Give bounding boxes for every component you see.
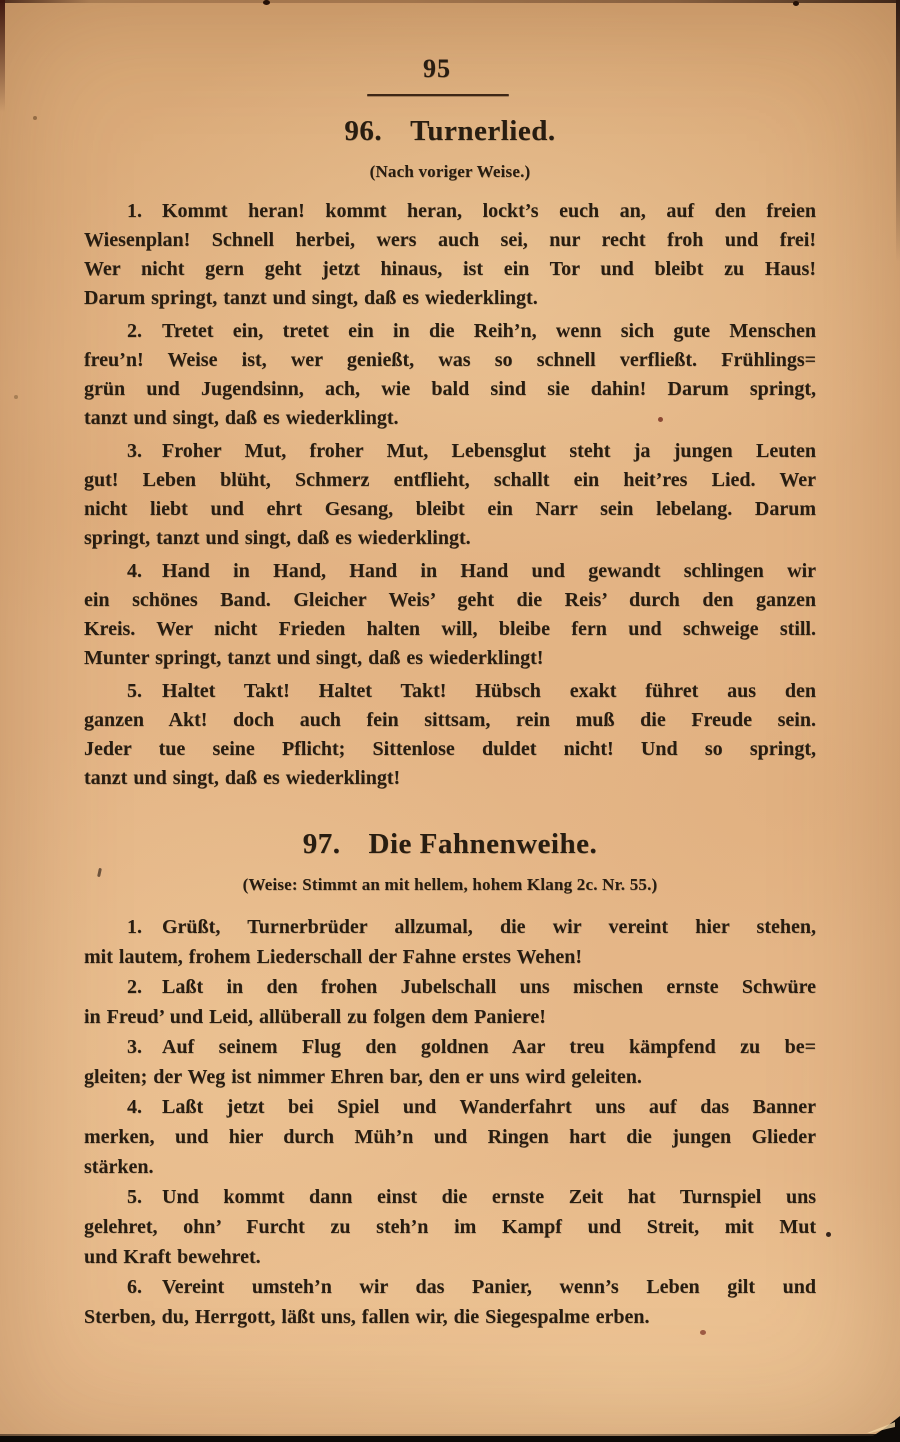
tune-note: (Weise: Stimmt an mit hellem, hohem Klang 2c. Nr. 55.) (242, 875, 658, 894)
verse-line: 5. Und kommt dann einst die ernste Zeit hat Turnspiel uns (127, 1186, 816, 1208)
song-number: 97. (302, 828, 341, 860)
scan-edge-left (0, 0, 5, 112)
verse-line: freu’n! Weise ist, wer genießt, was so schnell verfließt. Frühlings= (84, 349, 816, 371)
verse-line: 6. Vereint umsteh’n wir das Panier, wenn’s Leben gilt und (127, 1276, 816, 1298)
verse-line: ein schönes Band. Gleicher Weis’ geht die Reis’ durch den ganzen (84, 589, 816, 611)
verse-line: merken, und hier durch Müh’n und Ringen hart die jungen Glieder (84, 1126, 816, 1148)
verse-line: mit lautem, frohem Liederschall der Fahne erstes Wehen! (84, 946, 583, 968)
verse-line: in Freud’ und Leid, allüberall zu folgen dem Paniere! (84, 1006, 546, 1028)
verse-line: 2. Tretet ein, tretet ein in die Reih’n, wenn sich gute Menschen (127, 320, 816, 342)
verse (84, 1092, 816, 1182)
verse-line: grün und Jugendsinn, ach, wie bald sind sie dahin! Darum springt, (84, 378, 816, 400)
verse-line: gleiten; der Weg ist nimmer Ehren bar, den er uns wird geleiten. (84, 1066, 642, 1088)
verse-line: 3. Auf seinem Flug den goldnen Aar treu kämpfend zu be= (127, 1036, 816, 1058)
verse-line: 3. Froher Mut, froher Mut, Lebensglut steht ja jungen Leuten (127, 440, 816, 462)
paper-speck (14, 395, 18, 399)
paper-speck (658, 417, 663, 422)
verse (84, 557, 816, 673)
verse-line: springt, tanzt und singt, daß es wiederklingt. (84, 527, 471, 549)
verse-line: gut! Leben blüht, Schmerz entflieht, schallt ein heit’res Lied. Wer (84, 469, 816, 491)
song-heading (84, 826, 816, 862)
page-number-rule (367, 94, 509, 96)
verse (84, 1032, 816, 1092)
verse (84, 972, 816, 1032)
verse (84, 677, 816, 793)
verse-line: gelehret, ohn’ Furcht zu steh’n im Kampf und Streit, mit Mut (84, 1216, 816, 1238)
verse (84, 912, 816, 972)
paper-speck (33, 116, 37, 120)
scan-dot (793, 1, 799, 6)
song-section-97 (84, 826, 816, 1332)
verse (84, 1272, 816, 1332)
verse-line: nicht liebt und ehrt Gesang, bleibt ein Narr sein lebelang. Darum (84, 498, 816, 520)
song-title: Turnerlied. (410, 115, 556, 147)
song-heading (84, 113, 816, 149)
scan-dot (263, 0, 270, 5)
verse-line: tanzt und singt, daß es wiederklingt. (84, 407, 399, 429)
verse-line: 2. Laßt in den frohen Jubelschall uns mischen ernste Schwüre (127, 976, 816, 998)
song-section-96 (84, 113, 816, 793)
verse-line: Sterben, du, Herrgott, läßt uns, fallen wir, die Siegespalme erben. (84, 1306, 650, 1328)
verse-line: Darum springt, tanzt und singt, daß es wiederklingt. (84, 287, 538, 309)
scan-edge-top (0, 0, 900, 3)
verse (84, 197, 816, 313)
verse-line: Wiesenplan! Schnell herbei, wers auch sei, nur recht froh und frei! (84, 229, 816, 251)
scan-edge-bottom (0, 1436, 900, 1442)
verse-line: 5. Haltet Takt! Haltet Takt! Hübsch exakt führet aus den (127, 680, 816, 702)
verse-line: 1. Kommt heran! kommt heran, lockt’s euch an, auf den freien (127, 200, 816, 222)
verse-line: Munter springt, tanzt und singt, daß es wiederklingt! (84, 647, 544, 669)
verse-line: Kreis. Wer nicht Frieden halten will, bleibe fern und schweige still. (84, 618, 816, 640)
verse-line: 4. Hand in Hand, Hand in Hand und gewandt schlingen wir (127, 560, 816, 582)
verse-line: tanzt und singt, daß es wiederklingt! (84, 767, 401, 789)
verse-line: und Kraft bewehret. (84, 1246, 261, 1268)
verses (84, 197, 816, 793)
paper-speck (700, 1330, 706, 1335)
verses (84, 912, 816, 1332)
verse-line: 4. Laßt jetzt bei Spiel und Wanderfahrt uns auf das Banner (127, 1096, 816, 1118)
page-number: 95 (423, 54, 451, 83)
verse-line: 1. Grüßt, Turnerbrüder allzumal, die wir vereint hier stehen, (127, 916, 816, 938)
verse (84, 317, 816, 433)
scan-edge-right (896, 0, 900, 262)
verse-line: Wer nicht gern geht jetzt hinaus, ist ein Tor und bleibt zu Haus! (84, 258, 816, 280)
tune-note: (Nach voriger Weise.) (369, 162, 531, 181)
verse-line: stärken. (84, 1156, 154, 1178)
verse (84, 437, 816, 553)
song-title: Die Fahnenweihe. (368, 828, 598, 860)
verse-line: ganzen Akt! doch auch fein sittsam, rein muß die Freude sein. (84, 709, 816, 731)
verse (84, 1182, 816, 1272)
song-number: 96. (344, 115, 383, 147)
verse-line: Jeder tue seine Pflicht; Sittenlose duldet nicht! Und so springt, (84, 738, 816, 760)
paper-speck (826, 1232, 831, 1237)
